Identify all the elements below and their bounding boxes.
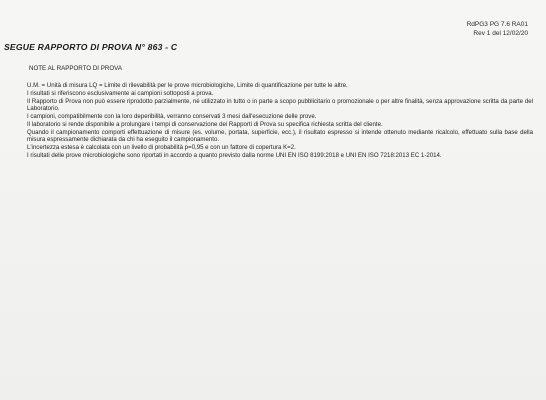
note-paragraph: U.M. = Unità di misura LQ = Limite di rilevabilità per le prove microbiologiche, Limite di quantificazione per tutte le altre. xyxy=(27,82,348,89)
document-code: RdPG3 PG 7.6 RA01 xyxy=(466,21,528,28)
note-paragraph: I risultati si riferiscono esclusivamente ai campioni sottoposti a prova. xyxy=(27,89,214,97)
document-reference xyxy=(378,20,528,38)
document-revision: Rev 1 del 12/02/20 xyxy=(473,30,528,37)
note-paragraph: I campioni, compatibilmente con la loro deperibilità, verranno conservati 3 mesi dall'esecuzione delle prove. xyxy=(27,113,317,120)
page-title: SEGUE RAPPORTO DI PROVA N° 863 - C xyxy=(4,42,178,52)
note-paragraph: Quando il campionamento comporti effettuazione di misure (es. volume, portata, superficie, ecc.), il risultato espresso si intende ottenuto mediante ricalcolo, effettuato sulla base della misura espressamente dichiarata da chi ha eseguito il campionamento. xyxy=(27,128,533,144)
notes-body xyxy=(27,82,533,160)
note-paragraph: Il laboratorio si rende disponibile a prolungare i tempi di conservazione dei Rapporti di Prova su specifica richiesta scritta del cliente. xyxy=(27,120,383,128)
note-paragraph: Il Rapporto di Prova non può essere riprodotto parzialmente, né utilizzato in tutto o in parte a scopo pubblicitario o promozionale o per altre finalità, senza approvazione scritta da parte del Laboratorio. xyxy=(27,97,533,113)
note-paragraph: L'incertezza estesa è calcolata con un livello di probabilità p=0,95 e con un fattore di copertura K=2. xyxy=(27,144,296,151)
note-paragraph: I risultati delle prove microbiologiche sono riportati in accordo a quanto previsto dalla norme UNI EN ISO 8199:2018 e UNI EN ISO 7218:2013 EC 1-2014. xyxy=(27,151,442,159)
notes-heading: NOTE AL RAPPORTO DI PROVA xyxy=(29,65,122,72)
